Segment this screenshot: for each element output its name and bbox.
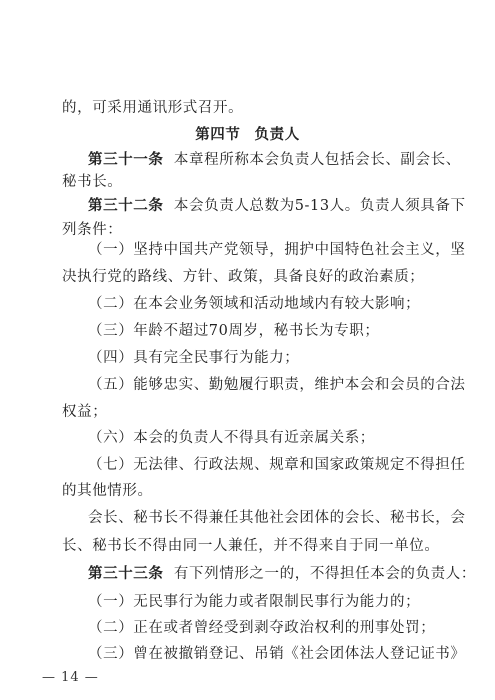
- text-line: 权益；: [62, 404, 108, 420]
- text-line: 会长、秘书长不得兼任其他社会团体的会长、秘书长，会: [88, 510, 466, 526]
- article-32: [88, 196, 466, 216]
- text-line: 决执行党的路线、方针、政策，具备良好的政治素质；: [62, 269, 425, 285]
- text-line: 的，可采用通讯形式召开。: [62, 100, 244, 116]
- text-line: 列条件：: [62, 222, 123, 238]
- article-label: 第三十一条: [88, 151, 164, 168]
- section-heading: [0, 125, 495, 145]
- article-label: 第三十三条: [88, 565, 164, 582]
- text-line: 秘书长。: [62, 174, 123, 190]
- article-text: 有下列情形之一的，不得担任本会的负责人：: [173, 566, 476, 582]
- list-item: （四）具有完全民事行为能力；: [88, 350, 300, 366]
- article-text: 本章程所称本会负责人包括会长、副会长、: [173, 152, 461, 168]
- text-line: 的其他情形。: [62, 483, 153, 499]
- article-label: 第三十二条: [88, 197, 164, 214]
- list-item: （一）无民事行为能力或者限制民事行为能力的；: [88, 594, 421, 610]
- list-item: （二）正在或者曾经受到剥夺政治权利的刑事处罚；: [88, 620, 436, 636]
- text-line: 长、秘书长不得由同一人兼任，并不得来自于同一单位。: [62, 538, 440, 554]
- list-item: （五）能够忠实、勤勉履行职责，维护本会和会员的合法: [88, 377, 466, 393]
- list-item: （七）无法律、行政法规、规章和国家政策规定不得担任: [88, 457, 466, 473]
- section-number: 第四节: [195, 126, 241, 143]
- article-text: 本会负责人总数为5-13人。负责人须具备下: [173, 198, 466, 214]
- list-item: （三）曾在被撤销登记、吊销《社会团体法人登记证书》: [88, 646, 466, 662]
- list-item: （二）在本会业务领域和活动地域内有较大影响；: [88, 296, 421, 312]
- article-33: [88, 564, 476, 584]
- section-title: 负责人: [254, 126, 300, 143]
- list-item: （三）年龄不超过70周岁，秘书长为专职；: [88, 323, 380, 339]
- list-item: （一）坚持中国共产党领导，拥护中国特色社会主义，坚: [88, 242, 466, 258]
- list-item: （六）本会的负责人不得具有近亲属关系；: [88, 430, 375, 446]
- page-number: — 14 —: [42, 670, 99, 685]
- article-31: [88, 150, 461, 170]
